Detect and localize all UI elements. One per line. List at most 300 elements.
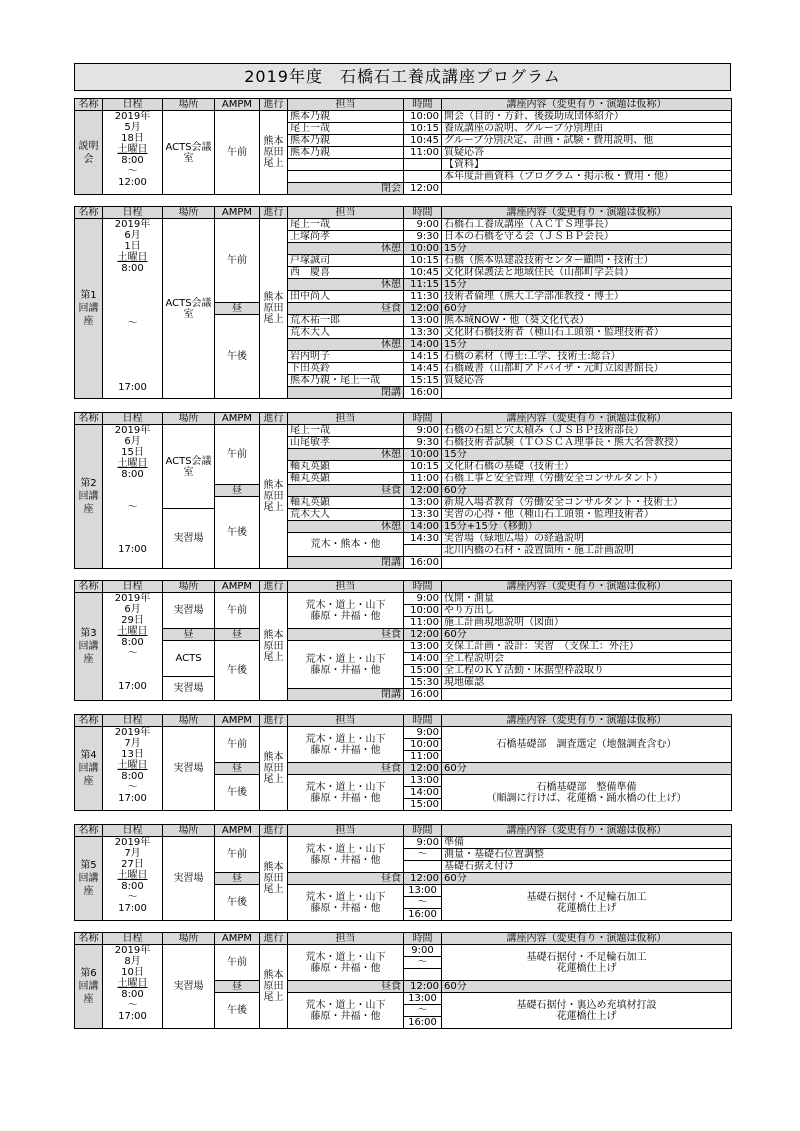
session-name: 第5回講座: [75, 837, 103, 921]
table-row: [75, 111, 732, 123]
cell-p2-date-0: 2019年: [114, 425, 151, 436]
cell-headers-0: 名称: [75, 99, 103, 111]
cell-headers-0: 名称: [75, 933, 103, 945]
cell-p4-times_am-1: 10:00: [404, 739, 442, 751]
table-cell: [288, 945, 404, 981]
cell-p3-mid: 昼: [163, 629, 215, 641]
cell-p5-lunch-content: 60分: [442, 873, 732, 885]
cell-p3-date-2: 29日: [121, 615, 144, 626]
cell-p3-who_pm-0: 荒木・道上・山下: [305, 653, 386, 665]
cell-p3-date-0: 2019年: [114, 593, 151, 604]
cell-p1-rows-2-time: 10:00: [404, 243, 442, 255]
cell-p4-times_pm-1: 14:00: [404, 787, 442, 799]
cell-p1-rows-10-who: 休憩: [288, 339, 404, 351]
cell-p0-rows-2-who: 熊本乃親: [288, 135, 404, 147]
cell-p2-rows-1-content: 石橋技術者試験（ＴＯＳＣＡ理事長・熊大名誉教授）: [442, 437, 732, 449]
table-cell: [288, 727, 404, 763]
cell-p2-rows-9-time: 14:30: [404, 533, 442, 545]
session-name: 第4回講座: [75, 727, 103, 811]
cell-p3-rows-0-content: 伐開・測量: [442, 593, 732, 605]
cell-p2-date-2: 15日: [121, 447, 144, 458]
header-row: [75, 207, 732, 219]
cell-p2-rows-8-content: 15分+15分（移動）: [442, 521, 732, 533]
cell-p3-rows-8-content: [442, 689, 732, 701]
cell-p2-rows-9-content: 実習場（緑地広場）の経過説明: [442, 533, 732, 545]
cell-p1-mid: 昼: [215, 303, 260, 315]
cell-headers-3: AMPM: [215, 715, 260, 727]
session-prog: 熊本原田尾上: [260, 111, 288, 195]
cell-p5-date-0: 2019年: [114, 837, 151, 848]
cell-p4-times_am-0: 9:00: [404, 727, 442, 739]
cell-p5-times_am-0: 9:00: [404, 837, 442, 849]
cell-p4-date-5: ～: [127, 782, 138, 793]
session-name: 第3回講座: [75, 593, 103, 701]
cell-p1-rows-12-time: 14:45: [404, 363, 442, 375]
cell-p6-date-6: 17:00: [118, 1011, 147, 1022]
cell-p0-rows-6-who: 閉会: [288, 183, 404, 195]
session-place: ACTS会議室: [163, 219, 215, 399]
cell-headers-6: 時間: [404, 715, 442, 727]
cell-headers-2: 場所: [163, 825, 215, 837]
cell-headers-7: 講座内容（変更有り・演題は仮称）: [442, 207, 732, 219]
cell-p3-rows-7-time: 15:30: [404, 677, 442, 689]
cell-p4-lunch-content: 60分: [442, 763, 732, 775]
cell-p4-date-1: 7月: [124, 738, 141, 749]
cell-p5-lunch-time: 12:00: [404, 873, 442, 885]
table-row: [75, 677, 732, 689]
session-date: [103, 727, 163, 811]
cell-p1-rows-1-who: 上塚尚孝: [288, 231, 404, 243]
cell-p2-rows-7-content: 実習の心得・他（種山石工頭領・監理技術者）: [442, 509, 732, 521]
cell-p1-pm: 午後: [215, 315, 260, 399]
cell-p1-rows-14-who: 閉講: [288, 387, 404, 399]
table-row: [75, 641, 732, 653]
cell-p1-rows-2-content: 15分: [442, 243, 732, 255]
cell-p4-mid: 昼: [215, 763, 260, 775]
cell-headers-6: 時間: [404, 99, 442, 111]
cell-p0-date-0: 2019年: [114, 111, 151, 122]
cell-p2-rows-0-content: 石橋の石組と穴太積み（ＪＳＢＰ技術部長）: [442, 425, 732, 437]
cell-p5-times_am-2: [404, 861, 442, 873]
cell-headers-4: 進行: [260, 99, 288, 111]
table-row: [75, 425, 732, 437]
cell-headers-6: 時間: [404, 207, 442, 219]
cell-headers-7: 講座内容（変更有り・演題は仮称）: [442, 933, 732, 945]
cell-p6-place: 実習場: [163, 945, 215, 1029]
cell-p2-rows-4-content: 石橋工事と安全管理（労働安全コンサルタント）: [442, 473, 732, 485]
cell-p6-times_pm-2: 16:00: [404, 1017, 442, 1029]
cell-p3-who_am-0: 荒木・道上・山下: [305, 599, 386, 611]
cell-p6-date-3: 土曜日: [117, 978, 148, 989]
cell-p1-rows-8-content: 熊本城NOW・他（葵文化代表）: [442, 315, 732, 327]
cell-p4-date-0: 2019年: [114, 727, 151, 738]
cell-p1-date-3: 土曜日: [117, 252, 148, 263]
cell-headers-2: 場所: [163, 413, 215, 425]
cell-p3-rows-6-content: 全工程のＫＹ活動・床据型枠設取り: [442, 665, 732, 677]
session-name: 説明会: [75, 111, 103, 195]
cell-p0-rows-3-content: 質疑応答: [442, 147, 732, 159]
cell-p5-who_pm-1: 藤原・井福・他: [310, 902, 381, 914]
cell-headers-2: 場所: [163, 99, 215, 111]
cell-p0-rows-0-content: 開会（目的・方針、後援助成団体紹介）: [442, 111, 732, 123]
cell-p2-rows-3-time: 10:15: [404, 461, 442, 473]
cell-p6-date-0: 2019年: [114, 945, 151, 956]
cell-p0-rows-0-who: 熊本乃親: [288, 111, 404, 123]
cell-p4-times_pm-0: 13:00: [404, 775, 442, 787]
schedule-block-session-1: [74, 206, 732, 399]
cell-p3-pm: 午後: [215, 641, 260, 701]
cell-p2-rows-11-who: 閉講: [288, 557, 404, 569]
cell-p1-rows-11-content: 石橋の素材（博士:工学、技術士:総合）: [442, 351, 732, 363]
cell-p6-times_am-0: 9:00: [404, 945, 442, 957]
cell-p0-rows-4-who: [288, 159, 404, 171]
cell-headers-1: 日程: [103, 99, 163, 111]
cell-p0-rows-1-time: 10:15: [404, 123, 442, 135]
cell-p5-date-2: 27日: [121, 859, 144, 870]
cell-p3-rows-2-content: 施工計画現地説明（図面）: [442, 617, 732, 629]
cell-p2-rows-2-who: 休憩: [288, 449, 404, 461]
cell-p1-rows-1-time: 9:30: [404, 231, 442, 243]
cell-headers-5: 担当: [288, 715, 404, 727]
cell-p2-rows-1-time: 9:30: [404, 437, 442, 449]
cell-p2-rows-5-who: 昼食: [288, 485, 404, 497]
cell-headers-4: 進行: [260, 825, 288, 837]
cell-p5-times_pm-1: ～: [404, 897, 442, 909]
cell-p3-place2: ACTS: [163, 641, 215, 677]
session-name: 第1回講座: [75, 219, 103, 399]
cell-p0-rows-6-time: 12:00: [404, 183, 442, 195]
cell-p4-prog: 熊本原田尾上: [260, 727, 288, 811]
cell-headers-3: AMPM: [215, 581, 260, 593]
cell-p5-date-4: 8:00: [121, 881, 144, 892]
cell-p2-prog: 熊本原田尾上: [260, 425, 288, 569]
session-date: [103, 593, 163, 701]
cell-p2-rows-8-who: 休憩: [288, 521, 404, 533]
cell-p6-times_pm-1: ～: [404, 1005, 442, 1017]
cell-p2-rows-0-who: 尾上一哉: [288, 425, 404, 437]
cell-p2-mid: 昼: [215, 485, 260, 497]
cell-p0-rows-3-time: 11:00: [404, 147, 442, 159]
cell-p3-rows-6-time: 15:00: [404, 665, 442, 677]
cell-p6-am: 午前: [215, 945, 260, 981]
cell-p0-date-5: ～: [127, 166, 138, 177]
cell-p2-rows-5-time: 12:00: [404, 485, 442, 497]
cell-p0-date-2: 18日: [121, 133, 144, 144]
cell-p3-rows-8-time: 16:00: [404, 689, 442, 701]
cell-p5-date-1: 7月: [124, 848, 141, 859]
cell-p2-am: 午前: [215, 425, 260, 485]
cell-p4-who_pm-0: 荒木・道上・山下: [305, 781, 386, 793]
cell-p4-content_am: 石橋基礎部 調査選定（地盤調査含む）: [442, 727, 732, 763]
cell-p2-rows-6-content: 新規入場者教育（労働安全コンサルタント・技術士）: [442, 497, 732, 509]
cell-p0-rows-4-time: [404, 159, 442, 171]
cell-headers-6: 時間: [404, 933, 442, 945]
table-row: [75, 727, 732, 739]
cell-headers-5: 担当: [288, 207, 404, 219]
cell-p5-content_am-1: 測量・基礎石位置調整: [442, 849, 732, 861]
cell-p4-place: 実習場: [163, 727, 215, 811]
cell-p1-rows-6-time: 11:30: [404, 291, 442, 303]
cell-p4-times_am-2: 11:00: [404, 751, 442, 763]
cell-p6-who_pm-1: 藤原・井福・他: [310, 1010, 381, 1022]
cell-p2-date-5: ～: [127, 502, 138, 513]
table-row: [75, 219, 732, 231]
cell-p3-rows-5-time: 14:00: [404, 653, 442, 665]
cell-headers-1: 日程: [103, 825, 163, 837]
cell-p6-date-2: 10日: [121, 967, 144, 978]
cell-p3-prog: 熊本原田尾上: [260, 593, 288, 701]
cell-p5-times_pm-0: 13:00: [404, 885, 442, 897]
session-date: [103, 945, 163, 1029]
cell-headers-6: 時間: [404, 413, 442, 425]
cell-p5-date-5: ～: [127, 892, 138, 903]
cell-p3-rows-1-content: やり方出し: [442, 605, 732, 617]
session-name: 第2回講座: [75, 425, 103, 569]
cell-p0-date-3: 土曜日: [117, 144, 148, 155]
session-date: [103, 111, 163, 195]
cell-headers-5: 担当: [288, 825, 404, 837]
cell-p5-who_am-1: 藤原・井福・他: [310, 854, 381, 866]
cell-headers-4: 進行: [260, 413, 288, 425]
session-date: [103, 837, 163, 921]
cell-p5-pm: 午後: [215, 885, 260, 921]
cell-p0-rows-1-content: 養成講座の説明、グループ分別理由: [442, 123, 732, 135]
cell-p5-prog: 熊本原田尾上: [260, 837, 288, 921]
cell-p4-am: 午前: [215, 727, 260, 763]
cell-p1-rows-11-time: 14:15: [404, 351, 442, 363]
table-cell: [288, 837, 404, 873]
cell-p5-who_am-0: 荒木・道上・山下: [305, 843, 386, 855]
cell-headers-4: 進行: [260, 207, 288, 219]
table-row: [75, 629, 732, 641]
cell-p3-rows-4-content: 支保工計画・設計：実習 （支保工：外注）: [442, 641, 732, 653]
schedule-block-briefing: [74, 98, 732, 195]
cell-headers-7: 講座内容（変更有り・演題は仮称）: [442, 99, 732, 111]
cell-p0-rows-6-content: [442, 183, 732, 195]
cell-p2-rows-10-time: [404, 545, 442, 557]
cell-p0-rows-4-content: 【資料】: [442, 159, 732, 171]
cell-p5-content_pm-0: 基礎石据付・不足輪石加工: [526, 891, 647, 903]
cell-p2-rows-2-content: 15分: [442, 449, 732, 461]
cell-headers-7: 講座内容（変更有り・演題は仮称）: [442, 825, 732, 837]
cell-p4-pm: 午後: [215, 775, 260, 811]
cell-headers-0: 名称: [75, 825, 103, 837]
cell-p1-rows-2-who: 休憩: [288, 243, 404, 255]
cell-p4-content_pm-0: 石橋基礎部 整備準備: [536, 781, 637, 793]
cell-p1-rows-14-content: [442, 387, 732, 399]
cell-headers-3: AMPM: [215, 99, 260, 111]
cell-headers-5: 担当: [288, 933, 404, 945]
cell-p6-times_pm-0: 13:00: [404, 993, 442, 1005]
cell-p5-times_am-1: ～: [404, 849, 442, 861]
cell-p6-content_am-0: 基礎石据付・不足輪石加工: [526, 951, 647, 963]
cell-p3-rows-3-who: 昼食: [288, 629, 404, 641]
cell-p0-rows-1-who: 尾上一哉: [288, 123, 404, 135]
cell-p1-rows-4-content: 文化財保護法と地域住民（山都町学芸員）: [442, 267, 732, 279]
cell-p3-date-1: 6月: [124, 604, 141, 615]
cell-headers-1: 日程: [103, 207, 163, 219]
cell-headers-4: 進行: [260, 933, 288, 945]
cell-p3-rows-0-time: 9:00: [404, 593, 442, 605]
cell-p4-who_am-1: 藤原・井福・他: [310, 744, 381, 756]
session-date: [103, 219, 163, 399]
cell-p2-rows-1-who: 山尾敏孝: [288, 437, 404, 449]
cell-p2-rows-9-who: 荒木・熊本・他: [288, 533, 404, 557]
cell-headers-0: 名称: [75, 581, 103, 593]
cell-headers-0: 名称: [75, 715, 103, 727]
cell-p1-rows-9-who: 荒木大人: [288, 327, 404, 339]
cell-p1-rows-7-who: 昼食: [288, 303, 404, 315]
cell-p4-times_pm-2: 15:00: [404, 799, 442, 811]
cell-p6-who_am-1: 藤原・井福・他: [310, 962, 381, 974]
cell-p6-times_am-1: ～: [404, 957, 442, 969]
cell-p2-date-6: 17:00: [118, 544, 147, 555]
session-am: 午前: [215, 111, 260, 195]
cell-p1-date-2: 1日: [124, 241, 141, 252]
cell-p1-rows-6-content: 技術者倫理（熊大工学部准教授・博士）: [442, 291, 732, 303]
cell-p1-rows-4-time: 10:45: [404, 267, 442, 279]
cell-headers-5: 担当: [288, 413, 404, 425]
cell-p3-rows-7-content: 現地確認: [442, 677, 732, 689]
cell-headers-0: 名称: [75, 207, 103, 219]
cell-p5-times_pm-2: 16:00: [404, 909, 442, 921]
cell-p3-rows-5-content: 全工程説明会: [442, 653, 732, 665]
cell-headers-1: 日程: [103, 413, 163, 425]
table-row: [75, 945, 732, 957]
cell-p5-place: 実習場: [163, 837, 215, 921]
cell-p1-prog: 熊本原田尾上: [260, 219, 288, 399]
cell-headers-7: 講座内容（変更有り・演題は仮称）: [442, 715, 732, 727]
cell-p2-rows-5-content: 60分: [442, 485, 732, 497]
cell-p3-am: 午前: [215, 593, 260, 629]
session-date: [103, 425, 163, 569]
cell-p3-place: 実習場: [163, 593, 215, 629]
table-cell: [288, 593, 404, 629]
cell-p6-content_pm-1: 花蓮橋仕上げ: [556, 1010, 617, 1022]
cell-p2-rows-7-who: 荒木大人: [288, 509, 404, 521]
cell-p1-rows-9-content: 文化財石橋技術者（種山石工頭領・監理技術者）: [442, 327, 732, 339]
cell-p1-date-1: 6月: [124, 230, 141, 241]
cell-p3-place3: 実習場: [163, 677, 215, 701]
cell-p1-date-5: ～: [127, 318, 138, 329]
cell-p0-date-4: 8:00: [121, 155, 144, 166]
cell-p3-rows-3-content: 60分: [442, 629, 732, 641]
session-place: ACTS会議室: [163, 111, 215, 195]
cell-p4-date-4: 8:00: [121, 771, 144, 782]
cell-p5-content_am-2: 基礎石据え付け: [442, 861, 732, 873]
cell-p4-lunch-who: 昼食: [288, 763, 404, 775]
cell-p6-content_pm-0: 基礎石据付・裏込め充填材打設: [516, 999, 657, 1011]
cell-p2-rows-4-time: 11:00: [404, 473, 442, 485]
cell-headers-4: 進行: [260, 581, 288, 593]
cell-p2-pm: 午後: [215, 497, 260, 569]
cell-p1-rows-14-time: 16:00: [404, 387, 442, 399]
cell-p5-am: 午前: [215, 837, 260, 873]
cell-p2-rows-2-time: 10:00: [404, 449, 442, 461]
cell-p2-date-3: 土曜日: [117, 458, 148, 469]
schedule-block-session-3: [74, 580, 732, 701]
cell-p6-content_am-1: 花蓮橋仕上げ: [556, 962, 617, 974]
cell-p1-rows-0-who: 尾上一哉: [288, 219, 404, 231]
cell-headers-1: 日程: [103, 933, 163, 945]
cell-p1-rows-8-who: 荒木祐一郎: [288, 315, 404, 327]
cell-p3-date-3: 土曜日: [117, 626, 148, 637]
cell-headers-5: 担当: [288, 99, 404, 111]
cell-p0-rows-2-time: 10:45: [404, 135, 442, 147]
cell-p1-rows-5-content: 15分: [442, 279, 732, 291]
cell-p5-lunch-who: 昼食: [288, 873, 404, 885]
cell-p1-rows-1-content: 日本の石橋を守る会（ＪＳＢＰ会長）: [442, 231, 732, 243]
cell-p6-lunch-who: 昼食: [288, 981, 404, 993]
schedule-block-session-5: [74, 824, 732, 921]
cell-p1-rows-7-time: 12:00: [404, 303, 442, 315]
cell-p6-who_pm-0: 荒木・道上・山下: [305, 999, 386, 1011]
cell-p2-rows-3-content: 文化財石橋の基礎（技術士）: [442, 461, 732, 473]
cell-p6-pm: 午後: [215, 993, 260, 1029]
cell-p3-rows-4-time: 13:00: [404, 641, 442, 653]
cell-p0-rows-3-who: 熊本乃親: [288, 147, 404, 159]
cell-p1-rows-13-content: 質疑応答: [442, 375, 732, 387]
cell-p6-date-1: 8月: [124, 956, 141, 967]
cell-p0-date-6: 12:00: [118, 177, 147, 188]
cell-p1-am: 午前: [215, 219, 260, 303]
page-title: 2019年度 石橋石工養成講座プログラム: [74, 63, 731, 91]
cell-p6-who_am-0: 荒木・道上・山下: [305, 951, 386, 963]
cell-p0-date-1: 5月: [124, 122, 141, 133]
cell-p3-rows-2-time: 11:00: [404, 617, 442, 629]
cell-p2-rows-7-time: 13:30: [404, 509, 442, 521]
cell-headers-7: 講座内容（変更有り・演題は仮称）: [442, 413, 732, 425]
cell-p1-rows-12-who: 下田英鈴: [288, 363, 404, 375]
cell-headers-2: 場所: [163, 933, 215, 945]
cell-p5-date-6: 17:00: [118, 903, 147, 914]
cell-headers-3: AMPM: [215, 413, 260, 425]
table-row: [75, 593, 732, 605]
cell-p2-rows-4-who: 軸丸英顕: [288, 473, 404, 485]
schedule-block-session-6: [74, 932, 732, 1029]
cell-p5-content_pm-1: 花蓮橋仕上げ: [556, 902, 617, 914]
cell-p1-rows-10-content: 15分: [442, 339, 732, 351]
cell-p1-rows-9-time: 13:30: [404, 327, 442, 339]
cell-p4-date-2: 13日: [121, 749, 144, 760]
cell-headers-2: 場所: [163, 581, 215, 593]
cell-p2-rows-6-who: 軸丸英顕: [288, 497, 404, 509]
cell-headers-6: 時間: [404, 581, 442, 593]
cell-p0-rows-5-who: [288, 171, 404, 183]
cell-p3-rows-3-time: 12:00: [404, 629, 442, 641]
cell-p3-who_pm-1: 藤原・井福・他: [310, 664, 381, 676]
cell-p1-date-6: 17:00: [118, 382, 147, 393]
table-cell: [442, 885, 732, 921]
cell-p3-rows-8-who: 閉講: [288, 689, 404, 701]
cell-p1-date-4: 8:00: [121, 263, 144, 274]
cell-p6-date-5: ～: [127, 1000, 138, 1011]
cell-p2-rows-6-time: 13:00: [404, 497, 442, 509]
cell-p1-rows-11-who: 岩内明子: [288, 351, 404, 363]
table-cell: [288, 775, 404, 811]
cell-headers-1: 日程: [103, 715, 163, 727]
cell-p2-place: ACTS会議室: [163, 425, 215, 509]
cell-p1-rows-12-content: 石橋蔵書（山都町アドバイザ・元町立図書館長）: [442, 363, 732, 375]
cell-p4-who_am-0: 荒木・道上・山下: [305, 733, 386, 745]
cell-p3-rows-1-time: 10:00: [404, 605, 442, 617]
cell-headers-1: 日程: [103, 581, 163, 593]
table-cell: [442, 993, 732, 1029]
table-row: [75, 509, 732, 521]
cell-p3-date-5: ～: [127, 648, 138, 659]
schedule-block-session-2: [74, 412, 732, 569]
cell-p3-who_am-1: 藤原・井福・他: [310, 610, 381, 622]
